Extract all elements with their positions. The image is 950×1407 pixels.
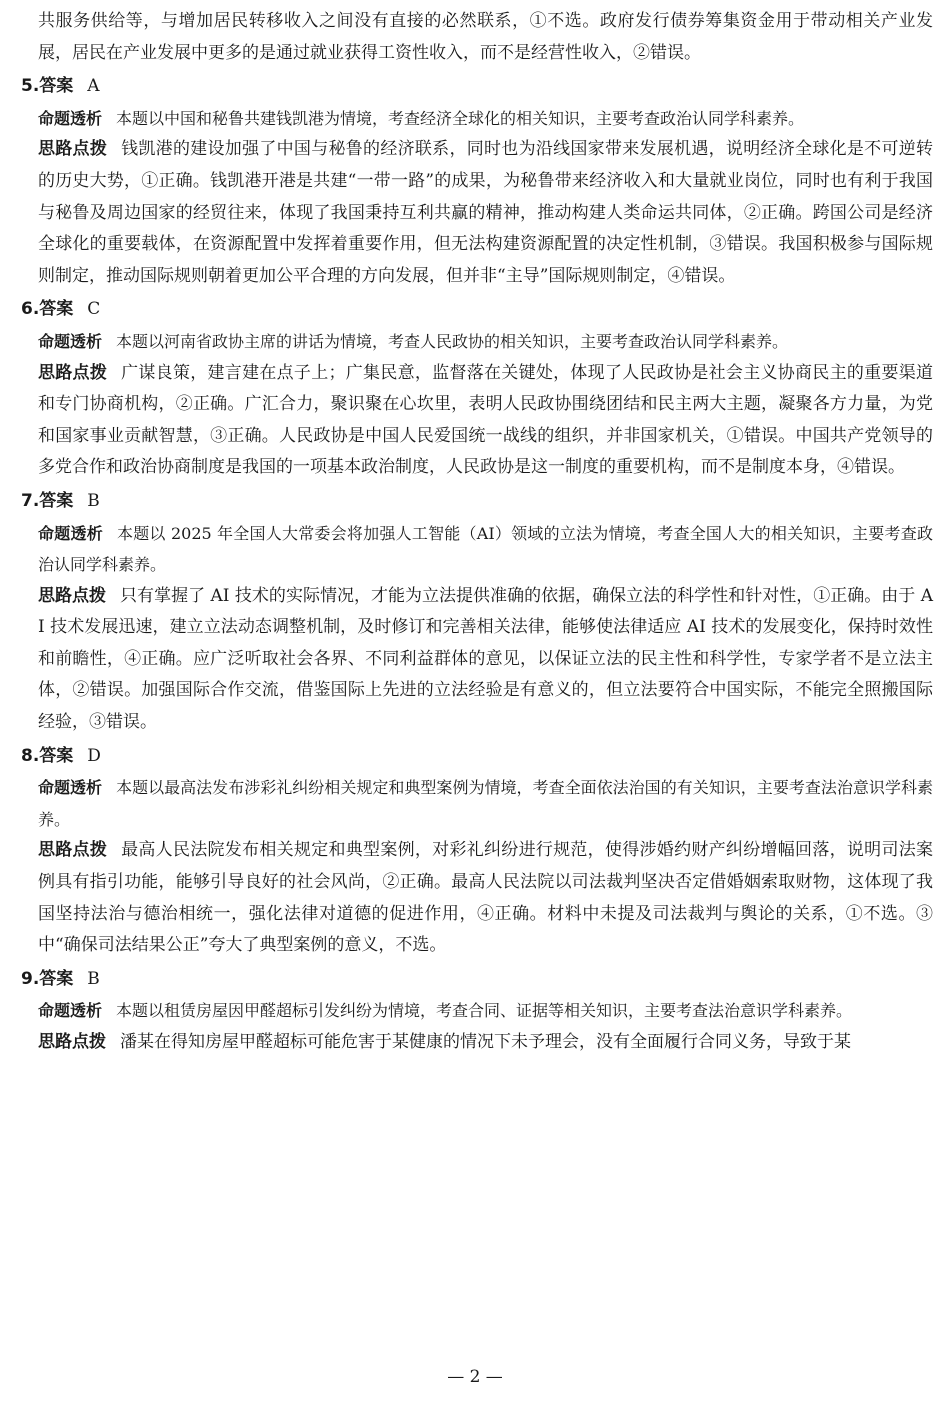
intro-text: 本题以 2025 年全国人大常委会将加强人工智能（AI）领域的立法为情境，考查全国人大的相关知识，主要考查政治认同学科素养。 (38, 523, 933, 575)
intro-label: 命题透析 (38, 778, 103, 798)
analysis-label: 思路点拨 (38, 1032, 106, 1052)
analysis-text: 最高人民法院发布相关规定和典型案例，对彩礼纠纷进行规范，使得涉婚约财产纠纷增幅回落，说明司法案例具有指引功能，能够引导良好的社会风尚，②正确。最高人民法院以司法裁判坚决否定借婚姻索取财物，这体现了我国坚持法治与德治相统一，强化法律对道德的促进作用，④正确。材料中未提及司法裁判与舆论的关系，①不选。③中“确保司法结果公正”夸大了典型案例的意义，不选。 (38, 840, 934, 956)
intro-label: 命题透析 (38, 331, 103, 351)
analysis-label: 思路点拨 (38, 585, 107, 606)
analysis-label: 思路点拨 (38, 139, 108, 160)
analysis-paragraph (38, 581, 933, 739)
intro-paragraph (38, 103, 933, 135)
intro-label: 命题透析 (38, 108, 103, 128)
document-page (21, 6, 934, 1059)
answer-line (21, 71, 933, 103)
item-number: 9. (21, 968, 40, 989)
intro-paragraph (38, 995, 933, 1027)
analysis-text: 潘某在得知房屋甲醛超标可能危害于某健康的情况下未予理会，没有全面履行合同义务，导致于某 (120, 1032, 851, 1052)
analysis-label: 思路点拨 (38, 362, 108, 383)
analysis-text: 只有掌握了 AI 技术的实际情况，才能为立法提供准确的依据，确保立法的科学性和针对性，①正确。由于 AI 技术发展迅速，建立立法动态调整机制，及时修订和完善相关法律，能够使法律适应 AI 技术的发展变化，保持时效性和前瞻性，④正确。应广泛听取社会各界、不同利益群体的意见，以保证立法的民主性和科学性，专家学者不是立法主体，②错误。加强国际合作交流，借鉴国际上先进的立法经验是有意义的，但立法要符合中国实际，不能完全照搬国际经验，③错误。 (38, 585, 934, 733)
answer-item-7 (21, 486, 934, 739)
item-number: 5. (21, 76, 40, 97)
answer-item-8 (21, 741, 934, 962)
analysis-paragraph (38, 358, 933, 484)
item-number: 8. (21, 745, 40, 766)
analysis-text: 钱凯港的建设加强了中国与秘鲁的经济联系，同时也为沿线国家带来发展机遇，说明经济全球化是不可逆转的历史大势，①正确。钱凯港开港是共建“一带一路”的成果，为秘鲁带来经济收入和大量就业岗位，同时也有利于我国与秘鲁及周边国家的经贸往来，体现了我国秉持互利共赢的精神，推动构建人类命运共同体，②正确。跨国公司是经济全球化的重要载体，在资源配置中发挥着重要作用，但无法构建资源配置的决定性机制，③错误。我国积极参与国际规则制定，推动国际规则朝着更加公平合理的方向发展，但并非“主导”国际规则制定，④错误。 (38, 139, 934, 286)
answer-value: A (87, 76, 100, 97)
answer-line (21, 964, 933, 996)
answer-label: 答案 (39, 968, 74, 989)
intro-text: 本题以租赁房屋因甲醛超标引发纠纷为情境，考查合同、证据等相关知识，主要考查法治意识学科素养。 (116, 1001, 853, 1021)
answer-line (21, 486, 933, 518)
answer-line (21, 741, 933, 773)
item-number: 6. (21, 299, 40, 320)
answer-item-9 (21, 964, 933, 1059)
item-number: 7. (21, 490, 40, 511)
answer-label: 答案 (39, 745, 74, 766)
continued-paragraph: 共服务供给等，与增加居民转移收入之间没有直接的必然联系，①不选。政府发行债券筹集资金用于带动相关产业发展，居民在产业发展中更多的是通过就业获得工资性收入，而不是经营性收入，②错误。 (38, 11, 933, 63)
answer-value: B (87, 490, 100, 511)
intro-paragraph (38, 518, 933, 581)
analysis-paragraph (38, 134, 933, 292)
answer-label: 答案 (39, 490, 74, 511)
intro-paragraph (38, 772, 933, 835)
answer-line (21, 294, 933, 326)
analysis-label: 思路点拨 (38, 840, 108, 861)
intro-paragraph (38, 326, 933, 358)
answer-item-6 (21, 294, 934, 484)
answer-label: 答案 (39, 299, 74, 320)
intro-label: 命题透析 (38, 523, 103, 543)
answer-label: 答案 (39, 76, 74, 97)
answer-item-5 (21, 71, 934, 292)
intro-text: 本题以河南省政协主席的讲话为情境，考查人民政协的相关知识，主要考查政治认同学科素养。 (116, 331, 789, 351)
answer-value: C (87, 299, 101, 320)
analysis-text: 广谋良策，建言建在点子上；广集民意，监督落在关键处，体现了人民政协是社会主义协商民主的重要渠道和专门协商机构，②正确。广汇合力，聚识聚在心坎里，表明人民政协围绕团结和民主两大主题，凝聚各方力量，为党和国家事业贡献智慧，③正确。人民政协是中国人民爱国统一战线的组织，并非国家机关，①错误。中国共产党领导的多党合作和政治协商制度是我国的一项基本政治制度，人民政协是这一制度的重要机构，而不是制度本身，④错误。 (38, 362, 934, 478)
intro-text: 本题以中国和秘鲁共建钱凯港为情境，考查经济全球化的相关知识，主要考查政治认同学科素养。 (116, 108, 805, 128)
analysis-paragraph (38, 1027, 933, 1059)
answer-value: B (87, 968, 100, 989)
answer-value: D (87, 745, 101, 766)
intro-label: 命题透析 (38, 1001, 103, 1021)
page-number: — 2 — (447, 1367, 503, 1387)
analysis-paragraph (38, 835, 933, 961)
intro-text: 本题以最高法发布涉彩礼纠纷相关规定和典型案例为情境，考查全面依法治国的有关知识，主要考查法治意识学科素养。 (38, 778, 933, 829)
